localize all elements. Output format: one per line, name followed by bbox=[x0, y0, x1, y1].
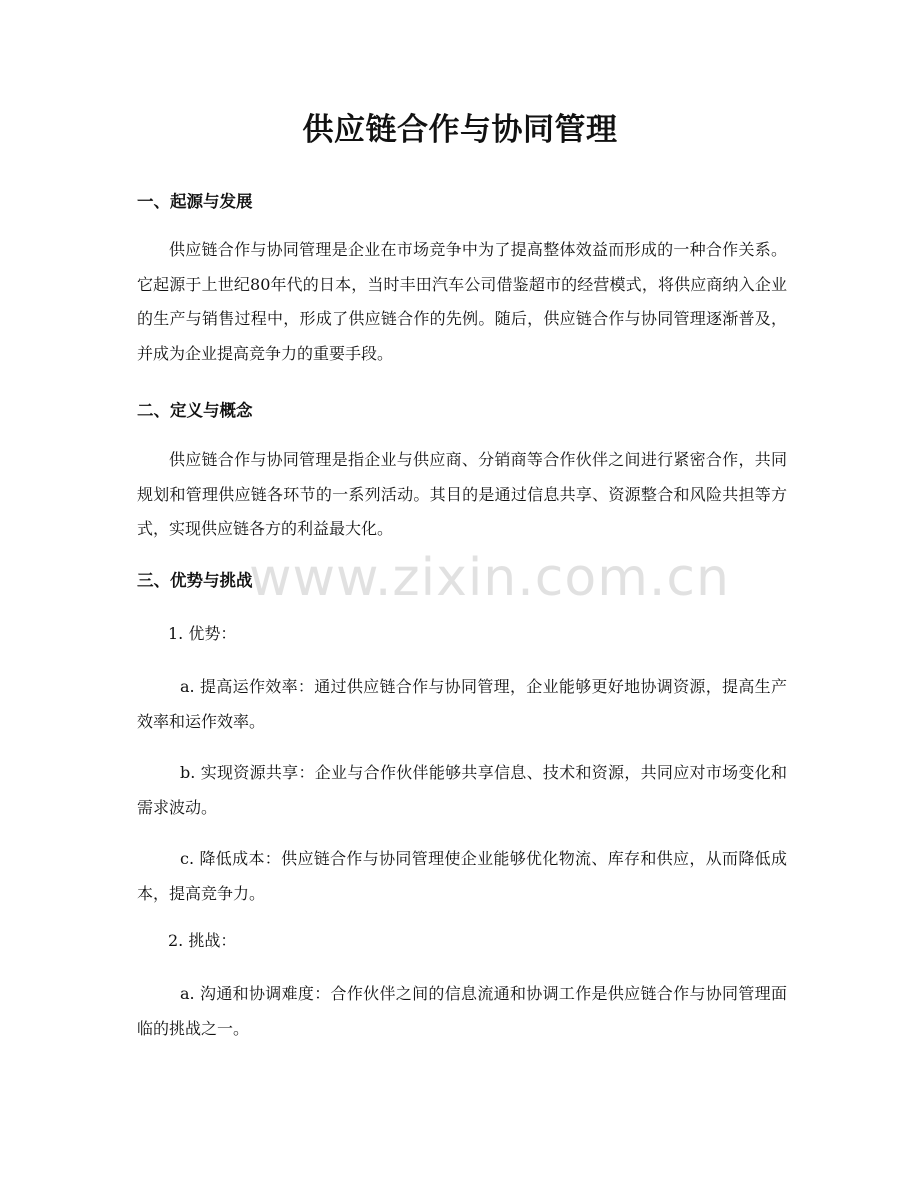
section-paragraph-origin: 供应链合作与协同管理是企业在市场竞争中为了提高整体效益而形成的一种合作关系。它起源于上世纪80年代的日本，当时丰田汽车公司借鉴超市的经营模式，将供应商纳入企业的生产与销售过程中，形成了供应链合作的先例。随后，供应链合作与协同管理逐渐普及，并成为企业提高竞争力的重要手段。 bbox=[137, 240, 787, 363]
advantage-item-c: c. 降低成本：供应链合作与协同管理使企业能够优化物流、库存和供应，从而降低成本，提高竞争力。 bbox=[137, 849, 787, 903]
section-heading-origin: 一、起源与发展 bbox=[137, 192, 253, 211]
advantage-item-b: b. 实现资源共享：企业与合作伙伴能够共享信息、技术和资源，共同应对市场变化和需求波动。 bbox=[137, 763, 787, 817]
section-paragraph-definition: 供应链合作与协同管理是指企业与供应商、分销商等合作伙伴之间进行紧密合作，共同规划和管理供应链各环节的一系列活动。其目的是通过信息共享、资源整合和风险共担等方式，实现供应链各方的利益最大化。 bbox=[137, 450, 787, 538]
challenges-label: 2. 挑战： bbox=[168, 931, 237, 950]
advantage-item-a: a. 提高运作效率：通过供应链合作与协同管理，企业能够更好地协调资源，提高生产效率和运作效率。 bbox=[137, 677, 787, 731]
section-heading-advantages-challenges: 三、优势与挑战 bbox=[137, 571, 253, 590]
section-heading-definition: 二、定义与概念 bbox=[137, 401, 253, 420]
document-title: 供应链合作与协同管理 bbox=[302, 112, 618, 148]
watermark: www.zixin.com.cn bbox=[249, 548, 730, 608]
advantages-label: 1. 优势： bbox=[168, 624, 237, 643]
challenge-item-a: a. 沟通和协调难度：合作伙伴之间的信息流通和协调工作是供应链合作与协同管理面临的挑战之一。 bbox=[137, 984, 787, 1038]
